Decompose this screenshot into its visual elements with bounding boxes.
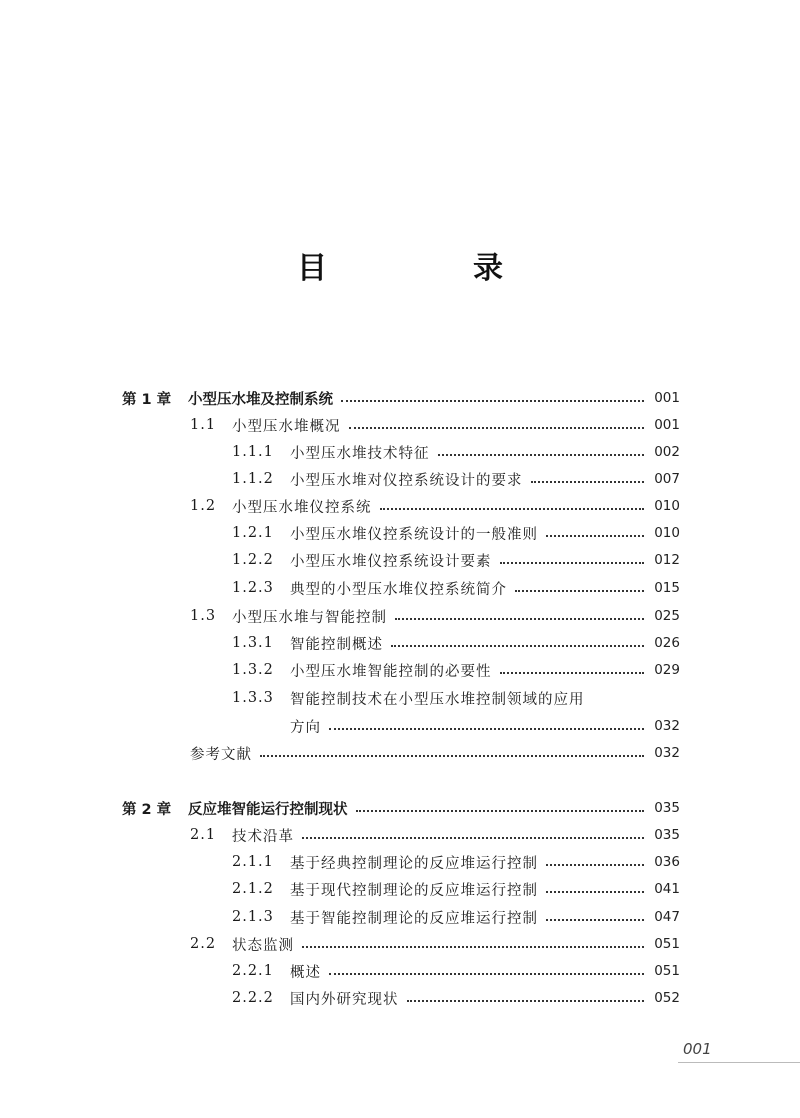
toc-number: 2.1: [190, 827, 217, 843]
toc-number: 第 1 章: [122, 391, 172, 408]
toc-title: 小型压水堆仪控系统设计要素: [290, 553, 492, 570]
toc-subsection[interactable]: [232, 904, 680, 930]
dot-leader: [380, 508, 645, 510]
dot-leader: [407, 1000, 645, 1002]
toc-page: 026: [654, 635, 680, 651]
toc-page: 025: [654, 608, 680, 624]
toc-page: 010: [654, 525, 680, 541]
toc-subsection[interactable]: [232, 685, 680, 711]
page-title: 目 录: [297, 251, 561, 286]
toc-title: 小型压水堆仪控系统: [232, 499, 372, 516]
toc-number: 1.2.3: [232, 580, 274, 596]
dot-leader: [302, 837, 644, 839]
toc-title: 反应堆智能运行控制现状: [188, 801, 348, 818]
dot-leader: [546, 535, 644, 537]
footer-divider: [678, 1062, 800, 1063]
dot-leader: [500, 562, 645, 564]
toc-subsection[interactable]: [232, 466, 680, 492]
toc-title: 参考文献: [190, 746, 252, 763]
toc-page: 002: [654, 444, 680, 460]
toc-number: 2.1.2: [232, 881, 274, 897]
toc-page: 032: [654, 718, 680, 734]
dot-leader: [391, 645, 644, 647]
toc-number: 1.3: [190, 608, 217, 624]
toc-section[interactable]: [190, 412, 680, 438]
toc-page: 051: [654, 963, 680, 979]
toc-page: 047: [654, 909, 680, 925]
toc-number: 1.3.2: [232, 662, 274, 678]
toc-page: 012: [654, 552, 680, 568]
toc-subsection[interactable]: [232, 958, 680, 984]
toc-title: 小型压水堆智能控制的必要性: [290, 663, 492, 680]
toc-page: 052: [654, 990, 680, 1006]
toc-page: 029: [654, 662, 680, 678]
toc-title: 概述: [290, 964, 321, 981]
toc-page: 041: [654, 881, 680, 897]
toc-subsection[interactable]: [232, 547, 680, 573]
toc-title: 智能控制技术在小型压水堆控制领域的应用: [290, 691, 585, 708]
toc-number: 2.2.2: [232, 990, 274, 1006]
toc-subsection[interactable]: [232, 985, 680, 1011]
toc-number: 2.1.1: [232, 854, 274, 870]
toc-subsection[interactable]: [232, 876, 680, 902]
dot-leader: [302, 946, 644, 948]
dot-leader: [329, 973, 644, 975]
toc-chapter[interactable]: [122, 385, 680, 411]
dot-leader: [341, 400, 644, 402]
toc-subsection[interactable]: [232, 849, 680, 875]
dot-leader: [395, 618, 644, 620]
toc-number: 1.1: [190, 417, 217, 433]
toc-subsection[interactable]: [232, 630, 680, 656]
toc-title: 典型的小型压水堆仪控系统简介: [290, 581, 507, 598]
dot-leader: [500, 672, 645, 674]
toc-page: 032: [654, 745, 680, 761]
toc-title: 小型压水堆对仪控系统设计的要求: [290, 472, 523, 489]
toc-title: 小型压水堆与智能控制: [232, 609, 387, 626]
toc-page: 035: [654, 800, 680, 816]
toc-page: 036: [654, 854, 680, 870]
toc-title: 基于经典控制理论的反应堆运行控制: [290, 855, 538, 872]
toc-section[interactable]: [190, 822, 680, 848]
toc-references[interactable]: [190, 740, 680, 766]
toc-page: 010: [654, 498, 680, 514]
toc-page: 035: [654, 827, 680, 843]
toc-chapter[interactable]: [122, 795, 680, 821]
toc-title: 技术沿革: [232, 828, 294, 845]
toc-title: 基于现代控制理论的反应堆运行控制: [290, 882, 538, 899]
toc-number: 1.2.1: [232, 525, 274, 541]
toc-title: 小型压水堆仪控系统设计的一般准则: [290, 526, 538, 543]
toc-page: 001: [654, 390, 680, 406]
toc-title: 方向: [290, 719, 321, 736]
dot-leader: [546, 864, 644, 866]
toc-title: 国内外研究现状: [290, 991, 399, 1008]
dot-leader: [546, 891, 644, 893]
toc-number: 2.2.1: [232, 963, 274, 979]
toc-page: 001: [654, 417, 680, 433]
toc-number: 1.2: [190, 498, 217, 514]
dot-leader: [515, 590, 644, 592]
dot-leader: [546, 919, 644, 921]
toc-title: 小型压水堆及控制系统: [188, 391, 333, 408]
toc-title: 小型压水堆概况: [232, 418, 341, 435]
toc-subsection[interactable]: [232, 439, 680, 465]
toc-number: 1.3.1: [232, 635, 274, 651]
toc-number: 2.1.3: [232, 909, 274, 925]
toc-number: 1.2.2: [232, 552, 274, 568]
toc-title: 状态监测: [232, 937, 294, 954]
footer-page-number: 001: [683, 1040, 712, 1058]
toc-number: 1.1.1: [232, 444, 274, 460]
dot-leader: [260, 755, 644, 757]
toc-section[interactable]: [190, 493, 680, 519]
toc-title: 小型压水堆技术特征: [290, 445, 430, 462]
dot-leader: [356, 810, 645, 812]
dot-leader: [329, 728, 644, 730]
toc-page: 007: [654, 471, 680, 487]
toc-section[interactable]: [190, 931, 680, 957]
toc-number: 2.2: [190, 936, 217, 952]
toc-title: 智能控制概述: [290, 636, 383, 653]
dot-leader: [438, 454, 645, 456]
toc-subsection[interactable]: [232, 520, 680, 546]
toc-subsection[interactable]: [232, 575, 680, 601]
toc-number: 1.1.2: [232, 471, 274, 487]
toc-number: 1.3.3: [232, 690, 274, 706]
toc-title: 基于智能控制理论的反应堆运行控制: [290, 910, 538, 927]
toc-page: 051: [654, 936, 680, 952]
toc-section[interactable]: [190, 603, 680, 629]
toc-continuation[interactable]: [290, 713, 680, 739]
dot-leader: [349, 427, 645, 429]
toc-number: 第 2 章: [122, 801, 172, 818]
dot-leader: [531, 481, 645, 483]
toc-subsection[interactable]: [232, 657, 680, 683]
toc-page: 015: [654, 580, 680, 596]
